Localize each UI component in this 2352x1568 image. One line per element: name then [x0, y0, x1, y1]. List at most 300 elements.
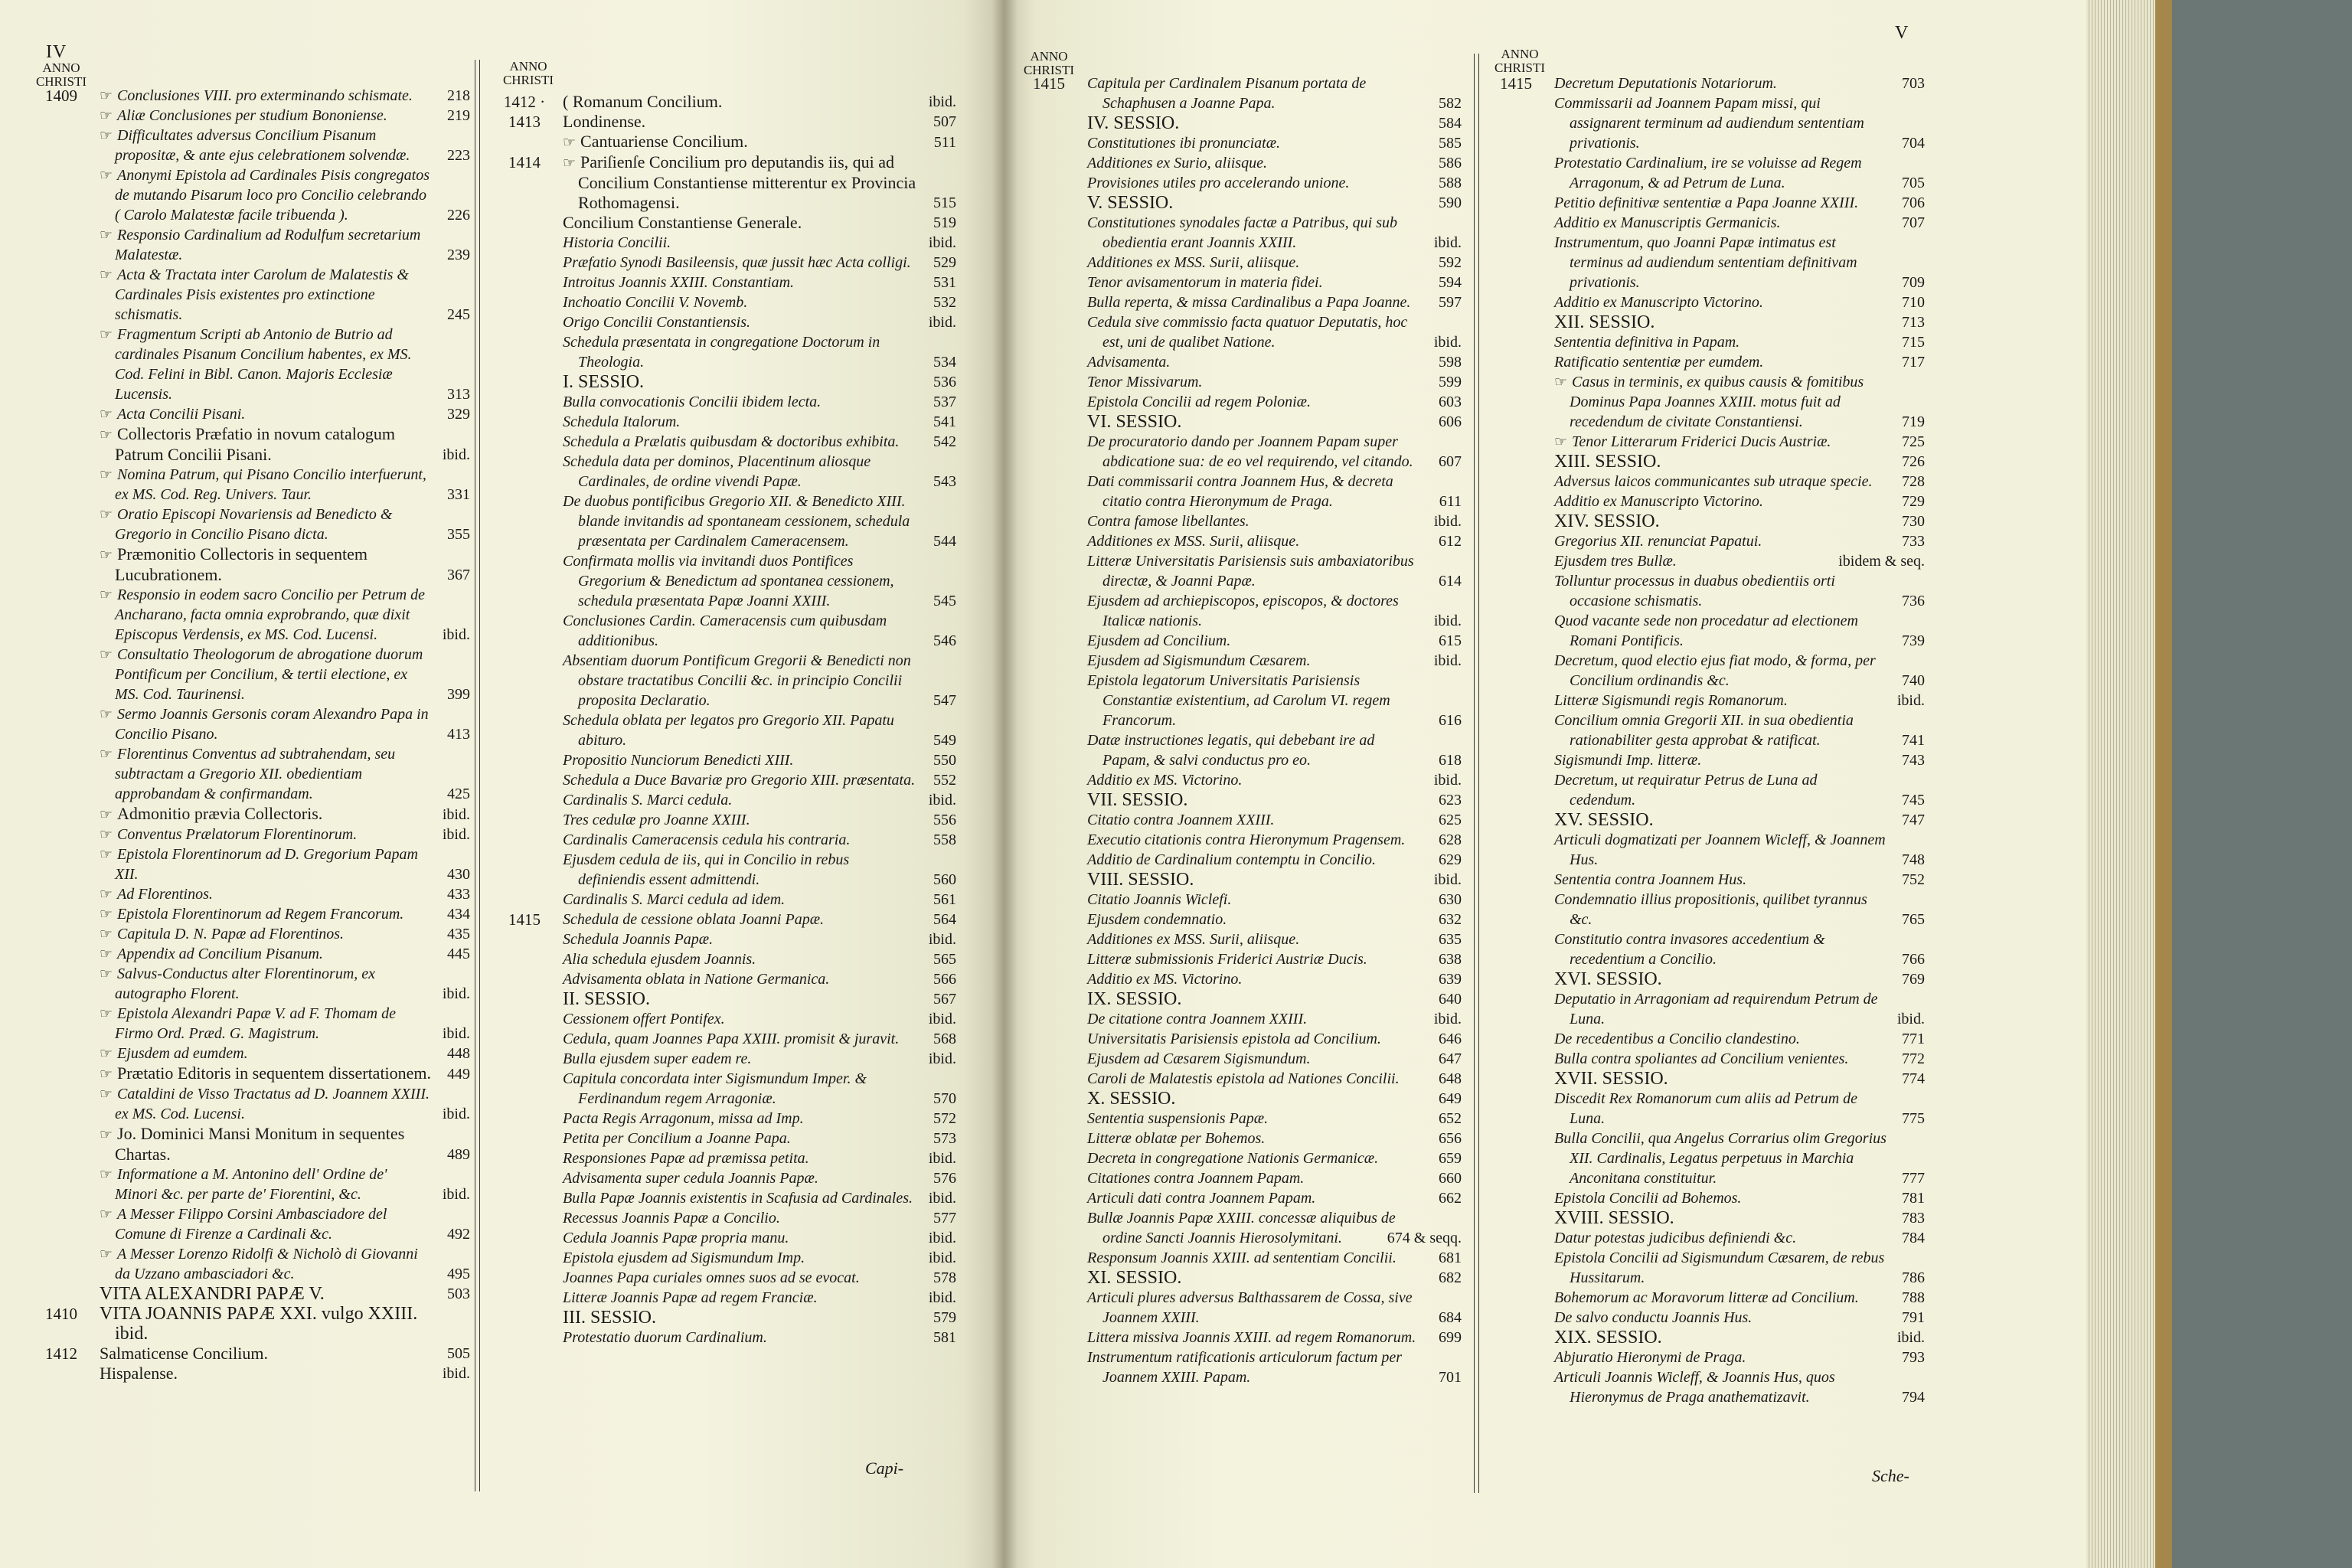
- index-entry: [1554, 153, 1925, 193]
- index-entry: [563, 452, 956, 492]
- page-reference: 534: [933, 354, 956, 371]
- entry-title: [1087, 1268, 1428, 1288]
- page-reference: 576: [933, 1170, 956, 1187]
- page-reference: 581: [933, 1329, 956, 1346]
- page-reference: 590: [1439, 194, 1462, 211]
- page-reference: 752: [1902, 871, 1925, 888]
- entry-title: [563, 292, 923, 312]
- entry-title: [1554, 1049, 1891, 1069]
- entry-title: [563, 929, 923, 949]
- entry-title: [1087, 1148, 1428, 1168]
- index-entry: [1087, 631, 1462, 651]
- index-entry: [563, 492, 956, 551]
- entry-text: Articuli dati contra Joannem Papam.: [1087, 1190, 1316, 1207]
- entry-title: [563, 152, 923, 213]
- page-reference: 739: [1902, 632, 1925, 649]
- index-entry: [1087, 392, 1462, 412]
- page-reference: 615: [1439, 632, 1462, 649]
- page-reference: 728: [1902, 473, 1925, 490]
- entry-text: Gregorius XII. renunciat Papatui.: [1554, 533, 1762, 550]
- index-entry: [100, 904, 470, 924]
- entry-text: A Messer Filippo Corsini Ambasciadore del Comune di Firenze a Cardinali &c.: [115, 1206, 387, 1243]
- entry-text: Datæ instructiones legatis, qui debebant ire ad Papam, & salvi conductus pro eo.: [1087, 732, 1375, 769]
- entry-title: [563, 452, 923, 492]
- index-entry: [563, 770, 956, 790]
- index-entry: [563, 432, 956, 452]
- index-entry: [1087, 472, 1462, 511]
- index-entry: [563, 989, 956, 1009]
- page-reference: ibid.: [928, 1011, 956, 1027]
- entry-text: Tenor Missivarum.: [1087, 374, 1203, 390]
- index-entry: [1554, 651, 1925, 691]
- index-entry: [45, 1304, 436, 1344]
- page-reference: 772: [1902, 1050, 1925, 1067]
- pointing-hand-icon: ☞: [100, 906, 113, 923]
- page-reference: 549: [933, 732, 956, 749]
- entry-title: [1554, 213, 1891, 233]
- pointing-hand-icon: ☞: [100, 1005, 113, 1022]
- index-entry: [1554, 1089, 1925, 1129]
- page-reference: 729: [1902, 493, 1925, 510]
- entry-title: [563, 1308, 923, 1328]
- entry-title: [100, 86, 436, 106]
- entry-text: Bulla convocationis Concilii ibidem lecta.: [563, 394, 822, 410]
- index-entry: [45, 86, 470, 106]
- entry-text: XV. SESSIO.: [1554, 810, 1654, 830]
- entry-text: Joannes Papa curiales omnes suos ad se evocat.: [563, 1269, 860, 1286]
- entry-title: [1087, 810, 1428, 830]
- entry-title: [563, 412, 923, 432]
- entry-title: [1554, 372, 1891, 432]
- entry-text: Executio citationis contra Hieronymum Pragensem.: [1087, 831, 1406, 848]
- page-reference: 740: [1902, 672, 1925, 689]
- page-reference: ibid.: [442, 985, 470, 1002]
- entry-title: [100, 544, 436, 585]
- page-reference: 564: [933, 911, 956, 928]
- entry-title: [1087, 193, 1428, 213]
- index-entry: [1087, 1268, 1462, 1288]
- entry-text: Ejusdem ad Sigismundum Cæsarem.: [1087, 652, 1311, 669]
- page-reference: 628: [1439, 831, 1462, 848]
- index-entry: [1554, 710, 1925, 750]
- index-entry: [563, 372, 956, 392]
- entry-text: Petitio definitivæ sententiæ a Papa Joanne XXIII.: [1554, 194, 1859, 211]
- entry-title: [1554, 571, 1891, 611]
- entry-text: Responsiones Papæ ad præmissa petita.: [563, 1150, 809, 1167]
- page-reference: 219: [447, 107, 470, 124]
- page-reference: 367: [447, 567, 470, 583]
- index-entry: [100, 1364, 470, 1383]
- page-reference: 774: [1902, 1070, 1925, 1087]
- entry-title: [563, 432, 923, 452]
- index-entry: [563, 273, 956, 292]
- index-entry: [100, 106, 470, 126]
- index-entry: [1087, 910, 1462, 929]
- entry-title: [563, 1109, 923, 1129]
- index-entry: [563, 850, 956, 890]
- page-reference: 741: [1902, 732, 1925, 749]
- page-reference: 701: [1439, 1369, 1462, 1386]
- page-reference: ibid.: [1433, 1011, 1462, 1027]
- index-entry: [563, 810, 956, 830]
- entry-title: [1554, 830, 1891, 870]
- entry-text: Bulla Concilii, qua Angelus Corrarius olim Gregorius XII. Cardinalis, Legatus perpetuus in Marchia Anconitana constituitur.: [1554, 1130, 1886, 1187]
- entry-text: Additio ex Manuscripto Victorino.: [1554, 493, 1763, 510]
- index-entry: [1554, 1129, 1925, 1188]
- entry-text: IX. SESSIO.: [1087, 989, 1182, 1009]
- entry-title: [563, 611, 923, 651]
- pointing-hand-icon: ☞: [1554, 433, 1568, 450]
- page-reference: 505: [447, 1345, 470, 1362]
- index-entry: [1554, 372, 1925, 432]
- page-reference: 656: [1439, 1130, 1462, 1147]
- page-reference: 558: [933, 831, 956, 848]
- entry-text: Epistola Concilii ad Bohemos.: [1554, 1190, 1742, 1207]
- entry-title: [1087, 989, 1428, 1009]
- entry-title: [1554, 890, 1891, 929]
- entry-text: Schedula Italorum.: [563, 413, 681, 430]
- entry-title: [100, 225, 436, 265]
- page-reference: 566: [933, 971, 956, 988]
- entry-text: Collectoris Præfatio in novum catalogum Patrum Concilii Pisani.: [115, 424, 395, 464]
- entry-text: Decreta in congregatione Nationis Germanicæ.: [1087, 1150, 1379, 1167]
- page-reference: 218: [447, 87, 470, 104]
- index-entry: [1087, 511, 1462, 531]
- entry-text: Schedula oblata per legatos pro Gregorio XII. Papatu abituro.: [563, 712, 894, 749]
- entry-title: [1554, 691, 1891, 710]
- entry-title: [100, 126, 436, 165]
- entry-title: [1554, 969, 1891, 989]
- index-entry: [100, 165, 470, 225]
- index-entry: [1554, 1029, 1925, 1049]
- index-entry: [1087, 1049, 1462, 1069]
- pointing-hand-icon: ☞: [100, 586, 113, 603]
- index-entry: [563, 1228, 956, 1248]
- index-entry: [563, 1168, 956, 1188]
- entry-text: Capitula D. N. Papæ ad Florentinos.: [117, 926, 344, 942]
- index-entry: [100, 265, 470, 325]
- index-entry: [100, 704, 470, 744]
- left-anno-header-1: [31, 61, 92, 89]
- index-entry: [563, 611, 956, 651]
- entry-text: Littera missiva Joannis XXIII. ad regem Romanorum.: [1087, 1329, 1416, 1346]
- page-reference: 545: [933, 593, 956, 609]
- page-reference: 618: [1439, 752, 1462, 769]
- page-reference: 725: [1902, 433, 1925, 450]
- anno-label: ANNO: [1030, 49, 1068, 64]
- index-entry: [1087, 213, 1462, 253]
- page-reference: 623: [1439, 792, 1462, 808]
- entry-title: [1087, 1288, 1428, 1328]
- index-entry: [1087, 133, 1462, 153]
- entry-title: [100, 924, 436, 944]
- page-reference: 647: [1439, 1050, 1462, 1067]
- index-entry: [563, 1029, 956, 1049]
- entry-text: Litteræ Joannis Papæ ad regem Franciæ.: [563, 1289, 818, 1306]
- index-entry: [1554, 352, 1925, 372]
- page-reference: 719: [1902, 413, 1925, 430]
- entry-title: [1087, 1049, 1428, 1069]
- page-reference: 313: [447, 386, 470, 403]
- index-entry: [1554, 1367, 1925, 1407]
- pointing-hand-icon: ☞: [100, 826, 113, 843]
- entry-title: [1087, 1188, 1428, 1208]
- page-reference: 599: [1439, 374, 1462, 390]
- entry-text: Casus in terminis, ex quibus causis & fomitibus Dominus Papa Joannes XXIII. motus fuit ad recedendum de civitate Constantiensi.: [1570, 374, 1864, 430]
- page-reference: 704: [1902, 135, 1925, 152]
- entry-text: Advisamenta oblata in Natione Germanica.: [563, 971, 830, 988]
- entry-title: [563, 1248, 923, 1268]
- entry-text: Acta & Tractata inter Carolum de Malatestis & Cardinales Pisis existentes pro extinctione schismatis.: [115, 266, 409, 323]
- index-entry: [1554, 770, 1925, 810]
- index-entry: [1033, 74, 1462, 113]
- index-entry: [1087, 551, 1462, 591]
- entry-text: De recedentibus a Concilio clandestino.: [1554, 1031, 1800, 1047]
- index-entry: [100, 1084, 470, 1124]
- page-reference: 783: [1902, 1210, 1925, 1227]
- page-reference: ibid.: [928, 1230, 956, 1246]
- pointing-hand-icon: ☞: [100, 1066, 113, 1083]
- index-entry: [563, 253, 956, 273]
- entry-text: Bulla contra spoliantes ad Concilium venientes.: [1554, 1050, 1849, 1067]
- entry-title: [1087, 671, 1428, 730]
- page-reference: 640: [1439, 991, 1462, 1008]
- entry-title: [100, 1044, 436, 1063]
- entry-title: [563, 810, 923, 830]
- page-reference: ibid.: [928, 314, 956, 331]
- entry-text: Sententia suspensionis Papæ.: [1087, 1110, 1269, 1127]
- entry-title: [1087, 173, 1428, 193]
- page-reference: 611: [1439, 493, 1462, 510]
- entry-text: Nomina Patrum, qui Pisano Concilio interfuerunt, ex MS. Cod. Reg. Univers. Taur.: [115, 466, 426, 503]
- entry-text: Litteræ Universitatis Parisiensis suis ambaxiatoribus directæ, & Joanni Papæ.: [1087, 553, 1414, 590]
- index-entry: [1087, 591, 1462, 631]
- page-reference: ibid.: [442, 626, 470, 643]
- entry-title: [563, 92, 923, 112]
- entry-title: [100, 1165, 436, 1204]
- entry-text: Advisamenta.: [1087, 354, 1171, 371]
- page-reference: 606: [1439, 413, 1462, 430]
- entry-text: Cedula Joannis Papæ propria manu.: [563, 1230, 789, 1246]
- entry-title: [1554, 810, 1891, 830]
- entry-title: [563, 1268, 923, 1288]
- entry-text: VII. SESSIO.: [1087, 790, 1188, 810]
- entry-text: Ejusdem condemnatio.: [1087, 911, 1227, 928]
- page-reference: ibid.: [1433, 652, 1462, 669]
- pointing-hand-icon: ☞: [100, 965, 113, 982]
- page-reference: 681: [1439, 1250, 1462, 1266]
- entry-text: Additiones ex MSS. Surii, aliisque.: [1087, 931, 1300, 948]
- entry-title: [563, 1069, 923, 1109]
- page-reference: ibid.: [442, 806, 470, 823]
- page-reference: 598: [1439, 354, 1462, 371]
- entry-title: [1554, 710, 1891, 750]
- catchword: Sche-: [1872, 1466, 1909, 1485]
- entry-text: Pacta Regis Arragonum, missa ad Imp.: [563, 1110, 804, 1127]
- entry-title: [563, 710, 923, 750]
- page-reference: 541: [933, 413, 956, 430]
- entry-text: Cedula, quam Joannes Papa XXIII. promisit & juravit.: [563, 1031, 900, 1047]
- page-reference: 544: [933, 533, 956, 550]
- index-entry: [563, 1188, 956, 1208]
- entry-text: Constitutiones ibi pronunciatæ.: [1087, 135, 1281, 152]
- entry-text: Deputatio in Arragoniam ad requirendum Petrum de Luna.: [1554, 991, 1878, 1027]
- page-reference: 703: [1902, 75, 1925, 92]
- page-reference: ibid.: [1433, 612, 1462, 629]
- index-entry: [1087, 1089, 1462, 1109]
- pointing-hand-icon: ☞: [100, 127, 113, 144]
- entry-title: [100, 904, 436, 924]
- index-entry: [563, 1328, 956, 1348]
- page-reference: 788: [1902, 1289, 1925, 1306]
- entry-title: [100, 1284, 436, 1304]
- entry-title: [100, 465, 436, 505]
- page-reference: 717: [1902, 354, 1925, 371]
- entry-title: [1554, 1367, 1891, 1407]
- index-entry: [100, 884, 470, 904]
- entry-title: [1554, 312, 1891, 332]
- anno-year: 1410: [45, 1305, 77, 1323]
- index-entry: [563, 1129, 956, 1148]
- pointing-hand-icon: ☞: [563, 134, 577, 151]
- index-entry: [1087, 1129, 1462, 1148]
- index-entry: [1554, 611, 1925, 651]
- table-surface: [2172, 0, 2352, 1568]
- index-entry: [563, 1268, 956, 1288]
- entry-title: [1087, 969, 1428, 989]
- page-reference: 635: [1439, 931, 1462, 948]
- entry-text: Florentinus Conventus ad subtrahendam, seu subtractam a Gregorio XII. obedientiam approbandam & confirmandam.: [115, 746, 396, 802]
- index-entry: [1087, 372, 1462, 392]
- entry-text: Articuli plures adversus Balthassarem de Cossa, sive Joannem XXIII.: [1087, 1289, 1413, 1326]
- entry-text: Universitatis Parisiensis epistola ad Concilium.: [1087, 1031, 1381, 1047]
- entry-title: [1554, 929, 1891, 969]
- entry-title: [1087, 551, 1428, 591]
- entry-text: Præfatio Synodi Basileensis, quæ jussit hæc Acta colligi.: [563, 254, 911, 271]
- page-reference: ibid.: [928, 234, 956, 251]
- entry-text: Tenor Litterarum Friderici Ducis Austriæ.: [1572, 433, 1831, 450]
- entry-text: Abjuratio Hieronymi de Praga.: [1554, 1349, 1746, 1366]
- entry-title: [563, 830, 923, 850]
- index-entry: [563, 651, 956, 710]
- index-entry: [563, 332, 956, 372]
- page-reference: ibid.: [1433, 334, 1462, 351]
- entry-title: [100, 1344, 436, 1364]
- entry-text: Recessus Joannis Papæ a Concilio.: [563, 1210, 780, 1227]
- entry-text: Ejusdem ad eumdem.: [117, 1045, 248, 1062]
- pointing-hand-icon: ☞: [100, 1246, 113, 1263]
- entry-title: [100, 804, 436, 825]
- index-entry: [100, 744, 470, 804]
- entry-text: Litteræ oblatæ per Bohemos.: [1087, 1130, 1266, 1147]
- right-page-column-2: [1500, 74, 1925, 1407]
- page-reference: ibid.: [1433, 871, 1462, 888]
- entry-title: [100, 505, 436, 544]
- page-reference: 706: [1902, 194, 1925, 211]
- pointing-hand-icon: ☞: [100, 406, 113, 423]
- entry-text: Concilium omnia Gregorii XII. in sua obedientia rationabiliter gesta approbat & ratificat.: [1554, 712, 1854, 749]
- entry-text: Schedula a Prælatis quibusdam & doctoribus exhibita.: [563, 433, 900, 450]
- page-reference: 648: [1439, 1070, 1462, 1087]
- page-reference: ibid.: [1433, 772, 1462, 789]
- page-reference: 616: [1439, 712, 1462, 729]
- entry-title: [563, 392, 923, 412]
- index-entry: [1087, 173, 1462, 193]
- index-entry: [1554, 1208, 1925, 1228]
- entry-title: [1554, 1129, 1891, 1188]
- index-entry: [100, 924, 470, 944]
- page-reference: 629: [1439, 851, 1462, 868]
- entry-text: X. SESSIO.: [1087, 1089, 1176, 1109]
- index-entry: [1087, 312, 1462, 352]
- entry-title: [100, 645, 436, 704]
- pointing-hand-icon: ☞: [100, 167, 113, 184]
- entry-text: ( Romanum Concilium.: [563, 92, 723, 111]
- column-rule: [1478, 54, 1479, 1493]
- index-entry: [1554, 1348, 1925, 1367]
- index-entry: [1554, 1288, 1925, 1308]
- page-reference: 573: [933, 1130, 956, 1147]
- page-reference: 226: [447, 207, 470, 224]
- pointing-hand-icon: ☞: [100, 107, 113, 124]
- page-reference: 561: [933, 891, 956, 908]
- page-reference: 662: [1439, 1190, 1462, 1207]
- right-page-number: V: [1895, 23, 1909, 43]
- entry-text: XVI. SESSIO.: [1554, 969, 1662, 989]
- index-entry: [100, 505, 470, 544]
- entry-title: [100, 844, 436, 884]
- entry-text: Additio ex Manuscripto Victorino.: [1554, 294, 1763, 311]
- page-reference: 638: [1439, 951, 1462, 968]
- page-reference: 786: [1902, 1269, 1925, 1286]
- index-entry: [1087, 890, 1462, 910]
- entry-title: [100, 825, 436, 844]
- index-entry: [1554, 472, 1925, 492]
- entry-title: [1554, 432, 1891, 452]
- index-entry: [563, 551, 956, 611]
- entry-title: [1087, 1248, 1428, 1268]
- entry-text: Cataldini de Visso Tractatus ad D. Joannem XXIII. ex MS. Cod. Lucensi.: [115, 1086, 430, 1122]
- index-entry: [1087, 1348, 1462, 1387]
- page-reference: 674 & seqq.: [1387, 1230, 1462, 1246]
- index-entry: [1087, 1188, 1462, 1208]
- entry-text: Admonitio prævia Collectoris.: [117, 804, 323, 823]
- index-entry: [100, 825, 470, 844]
- entry-text: Epistola Concilii ad Sigismundum Cæsarem, de rebus Hussitarum.: [1554, 1250, 1885, 1286]
- pointing-hand-icon: ☞: [100, 266, 113, 283]
- page-reference: 434: [447, 906, 470, 923]
- page-reference: 710: [1902, 294, 1925, 311]
- entry-text: Citatio contra Joannem XXIII.: [1087, 812, 1275, 828]
- entry-title: [100, 585, 436, 645]
- entry-title: [1087, 133, 1428, 153]
- entry-text: Ejusdem ad archiepiscopos, episcopos, & doctores Italicæ nationis.: [1087, 593, 1399, 629]
- page-reference: ibid.: [928, 1250, 956, 1266]
- entry-text: Schedula præsentata in congregatione Doctorum in Theologia.: [563, 334, 880, 371]
- page-reference: 568: [933, 1031, 956, 1047]
- entry-title: [1087, 432, 1428, 472]
- entry-title: [563, 253, 923, 273]
- entry-title: [563, 233, 923, 253]
- entry-title: [1087, 312, 1428, 352]
- page-reference: 765: [1902, 911, 1925, 928]
- index-entry: [1554, 432, 1925, 452]
- anno-year: 1409: [45, 87, 77, 105]
- page-reference: 413: [447, 726, 470, 743]
- index-entry: [563, 830, 956, 850]
- page-reference: 766: [1902, 951, 1925, 968]
- entry-title: [563, 372, 923, 392]
